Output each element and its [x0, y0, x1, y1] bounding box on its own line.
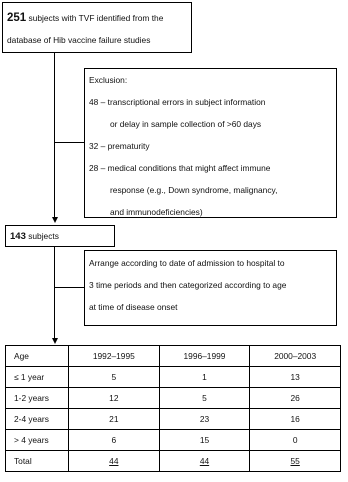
flow-line-top: [54, 53, 55, 219]
header-period-1: 1992–1995: [69, 346, 160, 367]
cell-value: 12: [69, 388, 160, 409]
row-label: 2-4 years: [6, 409, 69, 430]
table-row: [6, 367, 341, 388]
table-header-row: [6, 346, 341, 367]
cell-value: 26: [250, 388, 341, 409]
arrange-line-2: 3 time periods and then categorized according to age: [89, 280, 287, 290]
total-value: 44: [199, 456, 210, 466]
table-row: [6, 430, 341, 451]
arrow-to-subjects: [52, 217, 58, 223]
cell-value: 5: [69, 367, 160, 388]
cell-value: 1: [159, 367, 250, 388]
cell-value: 5: [159, 388, 250, 409]
row-label: ≤ 1 year: [6, 367, 69, 388]
table-total-row: [6, 451, 341, 472]
subjects-label: subjects: [28, 231, 59, 241]
exclusion-line-1: 48 – transcriptional errors in subject information: [89, 97, 266, 107]
row-label: > 4 years: [6, 430, 69, 451]
exclusion-box: [84, 68, 337, 218]
cell-value: 13: [250, 367, 341, 388]
exclusion-line-3: 32 – prematurity: [89, 141, 150, 151]
arrow-to-table: [52, 338, 58, 344]
header-period-2: 1996–1999: [159, 346, 250, 367]
total-value: 44: [109, 456, 119, 466]
arrange-line-3: at time of disease onset: [89, 302, 178, 312]
age-period-table: [5, 345, 341, 472]
cell-value: 23: [159, 409, 250, 430]
cell-value: 21: [69, 409, 160, 430]
source-text-line2: database of Hib vaccine failure studies: [7, 35, 151, 45]
subjects-count: 143: [10, 231, 26, 242]
row-label: 1-2 years: [6, 388, 69, 409]
header-period-3: 2000–2003: [250, 346, 341, 367]
arrange-connector: [54, 287, 84, 288]
exclusion-connector: [54, 142, 84, 143]
exclusion-line-2: or delay in sample collection of >60 days: [110, 119, 262, 129]
exclusion-line-6: and immunodeficiencies): [110, 207, 203, 217]
table-row: [6, 388, 341, 409]
source-box: [2, 2, 192, 53]
arrange-box: [84, 250, 337, 326]
flow-line-bottom: [54, 247, 55, 339]
total-value: 55: [290, 456, 300, 466]
cell-value: 15: [159, 430, 250, 451]
exclusion-line-4: 28 – medical conditions that might affect immune: [89, 163, 271, 173]
exclusion-heading: Exclusion:: [89, 75, 128, 85]
cell-value: 6: [69, 430, 160, 451]
source-count: 251: [7, 12, 27, 24]
cell-value: 16: [250, 409, 341, 430]
arrange-line-1: Arrange according to date of admission to hospital to: [89, 258, 285, 268]
exclusion-line-5: response (e.g., Down syndrome, malignancy,: [110, 185, 278, 195]
source-text-line1: subjects with TVF identified from the: [28, 13, 164, 23]
total-label: Total: [6, 451, 69, 472]
subjects-box: [5, 225, 115, 247]
table-row: [6, 409, 341, 430]
header-age: Age: [6, 346, 69, 367]
cell-value: 0: [250, 430, 341, 451]
